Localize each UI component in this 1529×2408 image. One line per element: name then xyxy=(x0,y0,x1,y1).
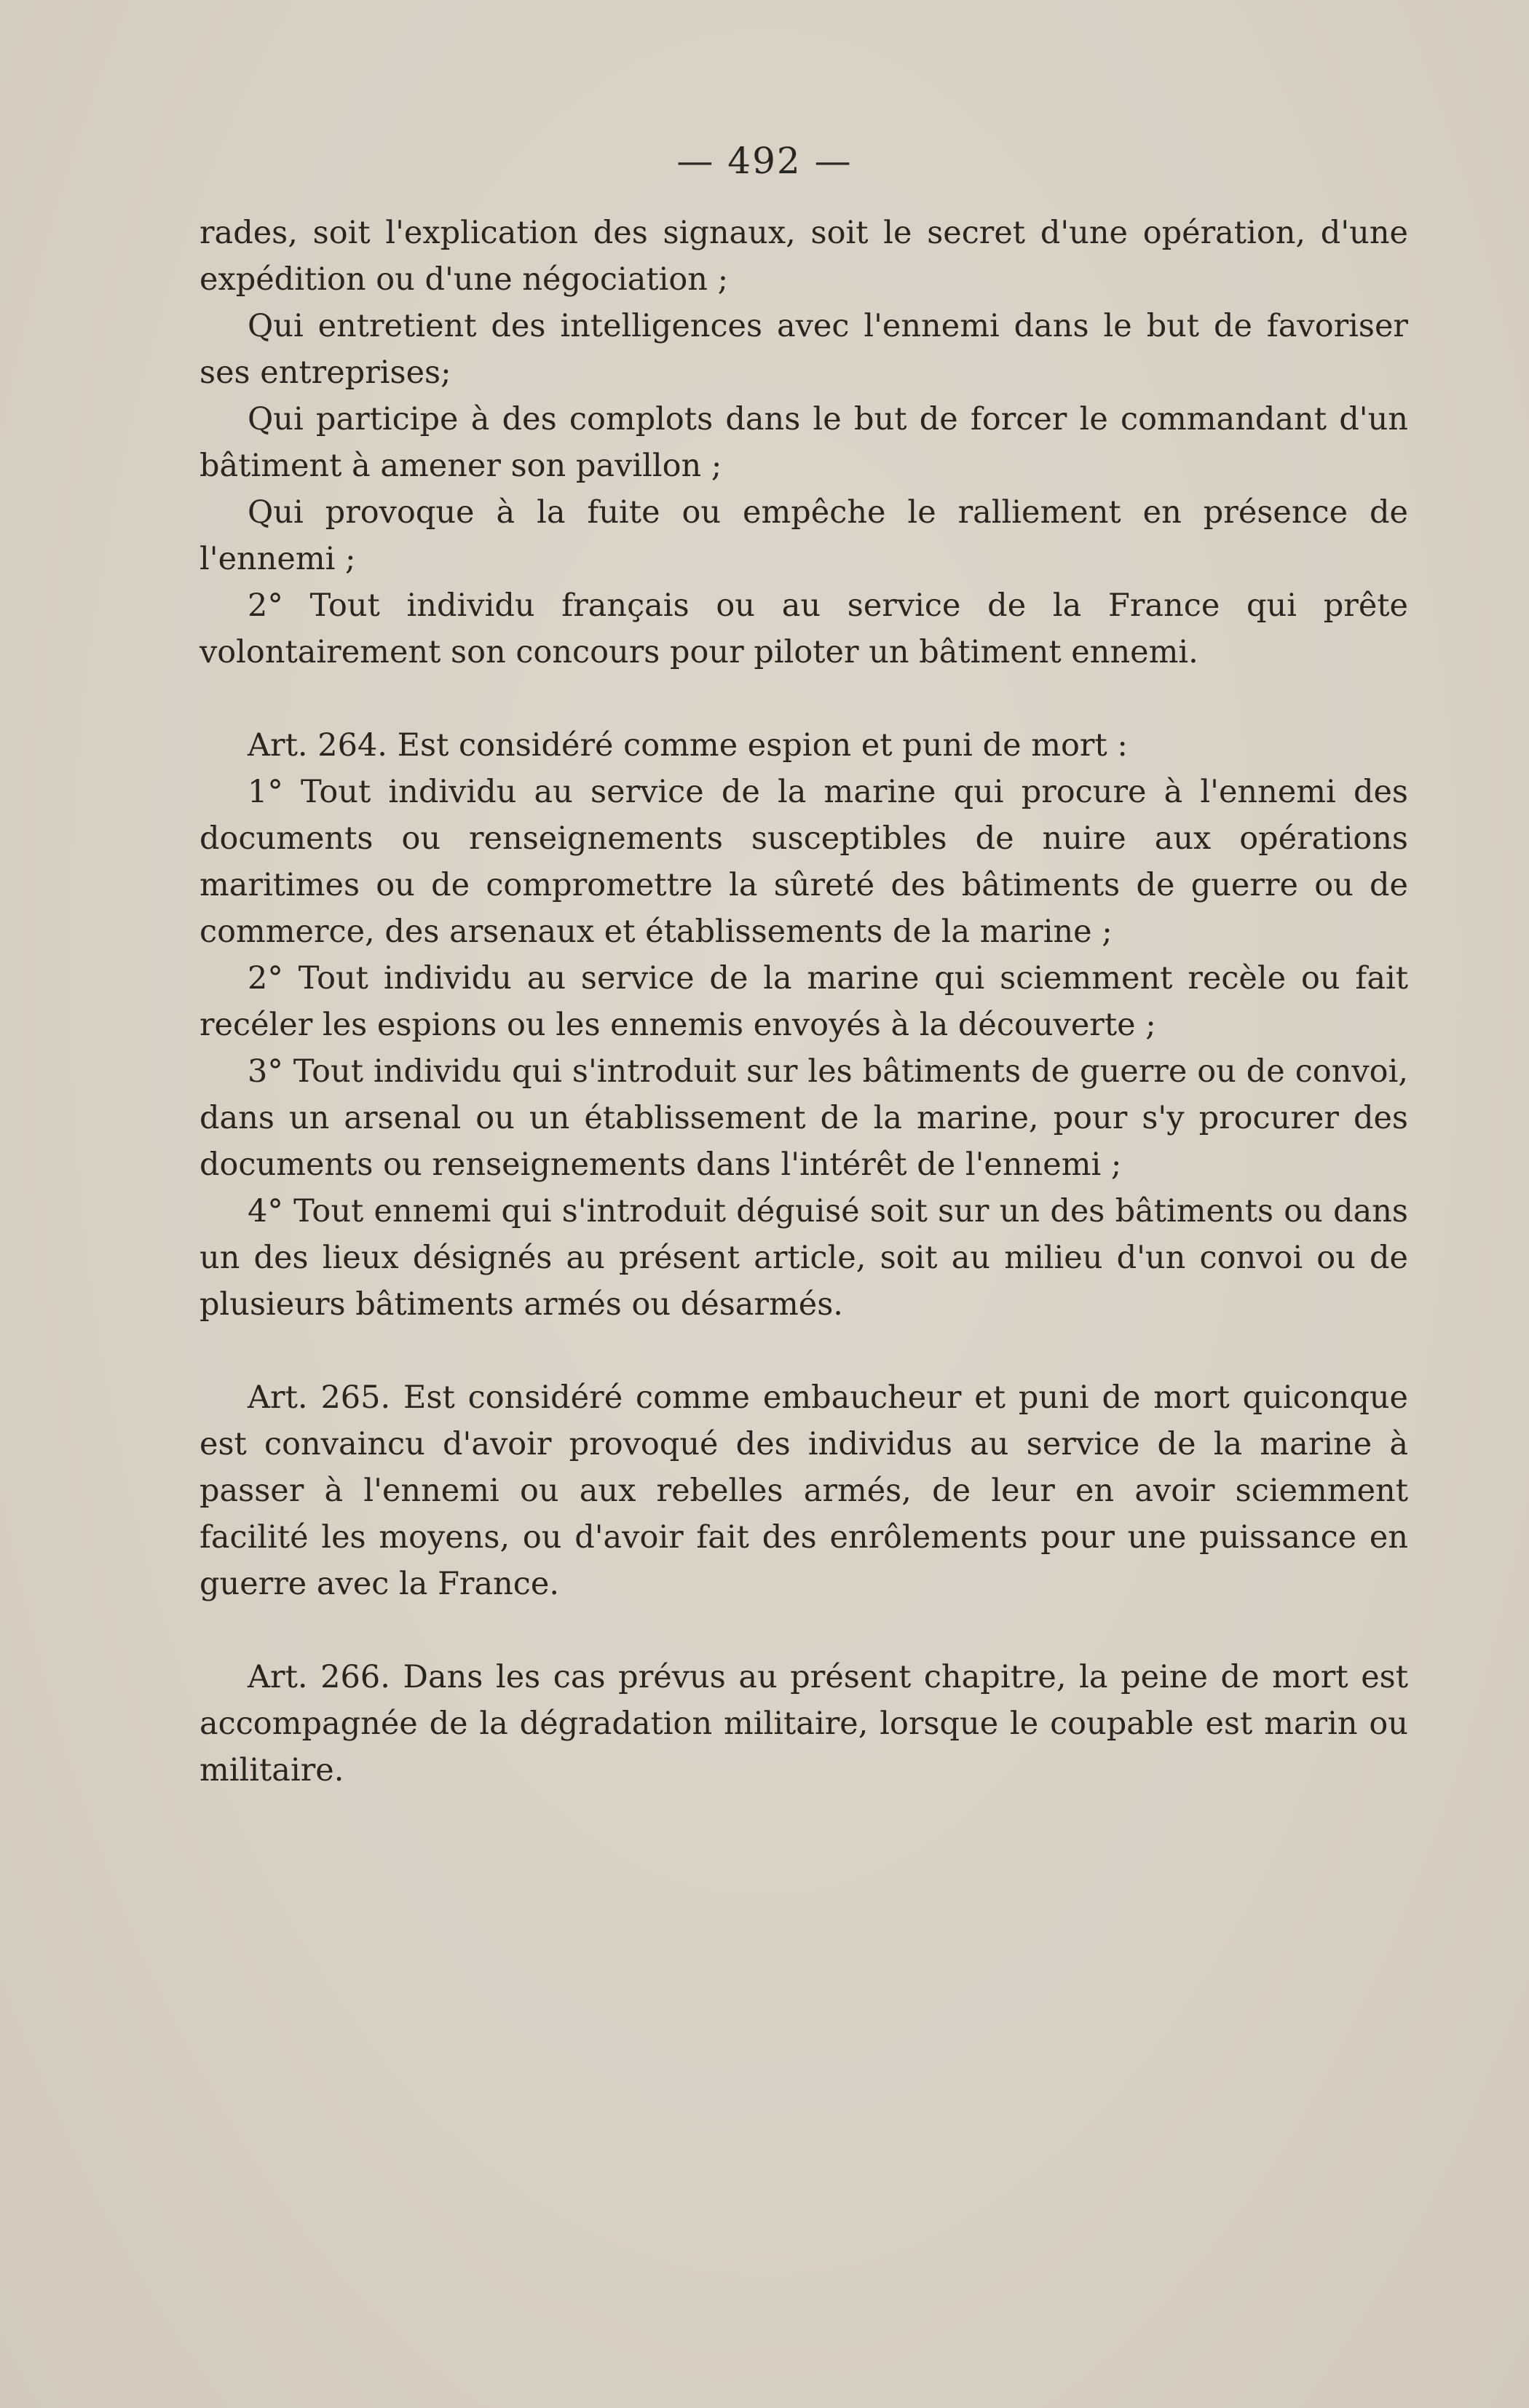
paragraph-intelligences: Qui entretient des intelligences avec l'ennemi dans le but de favoriser ses entreprises; xyxy=(199,308,1408,391)
article-264-item-2: 2° Tout individu au service de la marine qui sciemment recèle ou fait recéler les espions ou les ennemis envoyés à la découverte ; xyxy=(199,960,1408,1043)
article-264-heading: Art. 264. Est considéré comme espion et puni de mort : xyxy=(248,727,1128,764)
article-264-item-1: 1° Tout individu au service de la marine qui procure à l'ennemi des documents ou renseignements susceptibles de nuire aux opérations maritimes ou de compromettre la sûreté des bâtiments de guerre ou de commerce, des arsenaux et établissements de la marine ; xyxy=(199,774,1408,950)
page-text xyxy=(199,210,1408,1794)
article-265: Art. 265. Est considéré comme embaucheur et puni de mort quiconque est convaincu d'avoir provoqué des individus au service de la marine à passer à l'ennemi ou aux rebelles armés, de leur en avoir sciemment facilité les moyens, ou d'avoir fait des enrôlements pour une puissance en guerre avec la France. xyxy=(199,1379,1408,1602)
article-264-item-3: 3° Tout individu qui s'introduit sur les bâtiments de guerre ou de convoi, dans un arsenal ou un établissement de la marine, pour s'y procurer des documents ou renseignements dans l'intérêt de l'ennemi ; xyxy=(199,1053,1408,1183)
paragraph-fuite: Qui provoque à la fuite ou empêche le ralliement en présence de l'ennemi ; xyxy=(199,494,1408,577)
paragraph-complots: Qui participe à des complots dans le but de forcer le commandant d'un bâtiment à amener son pavillon ; xyxy=(199,401,1408,484)
paragraph-pilote: 2° Tout individu français ou au service de la France qui prête volontairement son concours pour piloter un bâtiment ennemi. xyxy=(199,587,1408,670)
page-number: — 492 — xyxy=(676,140,853,182)
paragraph-continuation: rades, soit l'explication des signaux, soit le secret d'une opération, d'une expédition ou d'une négociation ; xyxy=(199,215,1408,298)
article-264-item-4: 4° Tout ennemi qui s'introduit déguisé soit sur un des bâtiments ou dans un des lieux désignés au présent article, soit au milieu d'un convoi ou de plusieurs bâtiments armés ou désarmés. xyxy=(199,1193,1408,1323)
article-266: Art. 266. Dans les cas prévus au présent chapitre, la peine de mort est accompagnée de la dégradation militaire, lorsque le coupable est marin ou militaire. xyxy=(199,1659,1408,1789)
